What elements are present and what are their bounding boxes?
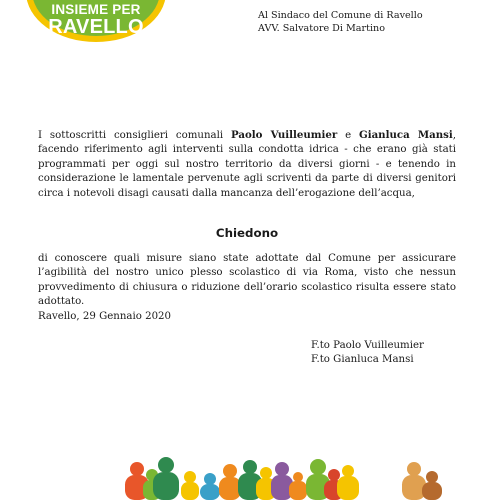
person-head — [328, 469, 340, 481]
person-head — [310, 459, 326, 475]
intro-paragraph — [38, 128, 456, 201]
party-logo — [26, 0, 166, 42]
person-head — [223, 464, 237, 478]
intro-text-end: , facendo riferimento agli interventi sulla condotta idrica - che erano già stati programmati per oggi sul nostro territorio da diversi giorni - e tenendo in considerazione le lamentale pervenute agli scriventi da parte di diversi genitori circa i notevoli disagi causati dalla mancanza dell’erogazione dell’acqua, — [38, 130, 456, 199]
recipient-line-mayor: Al Sindaco del Comune di Ravello — [258, 10, 423, 21]
person-body — [289, 481, 307, 500]
logo-text-line1: INSIEME PER — [51, 2, 141, 17]
person-body — [181, 482, 199, 500]
person-body — [422, 482, 442, 500]
logo-text-line2: RAVELLO — [48, 16, 144, 38]
intro-text-start: I sottoscritti consiglieri comunali — [38, 130, 231, 141]
person-body — [337, 476, 359, 500]
letter-date: Ravello, 29 Gennaio 2020 — [38, 311, 172, 322]
person-head — [204, 473, 216, 485]
person-head — [243, 460, 257, 474]
intro-conjunction: e — [337, 130, 360, 141]
person-head — [293, 472, 303, 482]
person-body — [200, 484, 220, 500]
signature-block — [311, 339, 424, 368]
person-body — [219, 477, 241, 500]
person-head — [407, 462, 421, 476]
person-head — [130, 462, 144, 476]
signature-1: F.to Paolo Vuilleumier — [311, 340, 424, 351]
people-silhouettes-illustration — [0, 455, 500, 500]
recipient-line-name: AVV. Salvatore Di Martino — [258, 22, 385, 34]
person-head — [184, 471, 196, 483]
logo-inner-disc — [32, 0, 160, 36]
request-paragraph: di conoscere quali misure siano state adottate dal Comune per assicurare l’agibilità del nostro unico plesso scolastico di via Roma, visto che nessun provvedimento di chiusura o riduzione dell’orario scolastico risulta essere stato adottato. — [38, 253, 456, 308]
councillor-name-2: Gianluca Mansi — [359, 129, 453, 141]
person-head — [342, 465, 354, 477]
signature-2: F.to Gianluca Mansi — [311, 354, 414, 366]
person-head — [260, 467, 272, 479]
person-body — [153, 472, 179, 500]
person-head — [275, 462, 289, 476]
request-heading: Chiedono — [215, 226, 279, 240]
person-body — [402, 475, 426, 500]
councillor-name-1: Paolo Vuilleumier — [230, 129, 338, 141]
person-head — [426, 471, 438, 483]
recipient-block — [258, 10, 458, 35]
person-head — [158, 457, 174, 473]
